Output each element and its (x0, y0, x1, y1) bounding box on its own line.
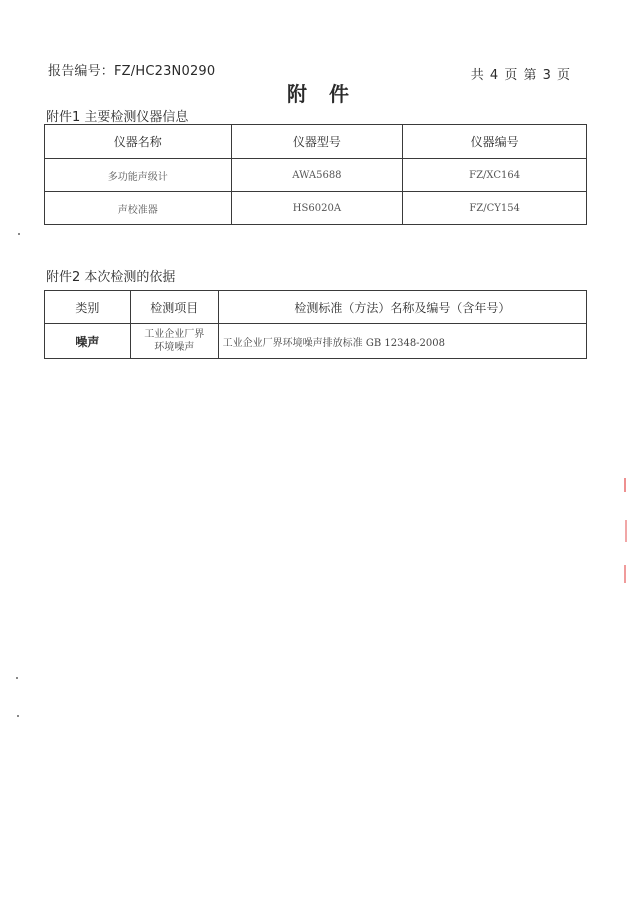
scan-dot (16, 677, 18, 679)
header-instrument-name: 仪器名称 (45, 125, 232, 159)
test-item-line2: 环境噪声 (154, 342, 195, 353)
instrument-model: HS6020A (231, 192, 403, 225)
header-instrument-model: 仪器型号 (231, 125, 403, 159)
header-standard: 检测标准（方法）名称及编号（含年号） (218, 291, 586, 324)
table-header-row (45, 125, 587, 159)
table-header-row (45, 291, 587, 324)
instrument-number: FZ/XC164 (403, 159, 587, 192)
test-item-line1: 工业企业厂界 (144, 329, 205, 340)
instrument-number: FZ/CY154 (403, 192, 587, 225)
header-test-item: 检测项目 (130, 291, 218, 324)
scan-dot (18, 233, 20, 235)
scan-dot (17, 715, 19, 717)
instrument-name: 声校准器 (45, 192, 232, 225)
header-instrument-number: 仪器编号 (403, 125, 587, 159)
table-row (45, 192, 587, 225)
attachment2-title: 附件2 本次检测的依据 (46, 270, 176, 285)
table-row (45, 324, 587, 359)
report-number: 报告编号：FZ/HC23N0290 (48, 64, 216, 79)
basis-table (44, 290, 587, 359)
seal-edge-mark (625, 520, 627, 542)
page-info: 共 4 页 第 3 页 (470, 68, 570, 83)
instrument-table (44, 124, 587, 225)
category-cell: 噪声 (45, 324, 131, 359)
instrument-name: 多功能声级计 (45, 159, 232, 192)
test-item-cell (130, 324, 218, 359)
header-category: 类别 (45, 291, 131, 324)
instrument-model: AWA5688 (231, 159, 403, 192)
standard-cell: 工业企业厂界环境噪声排放标准 GB 12348-2008 (218, 324, 586, 359)
seal-edge-mark (624, 565, 626, 583)
page-title: 附件 (287, 82, 371, 106)
seal-edge-mark (624, 478, 626, 492)
table-row (45, 159, 587, 192)
attachment1-title: 附件1 主要检测仪器信息 (46, 110, 189, 125)
